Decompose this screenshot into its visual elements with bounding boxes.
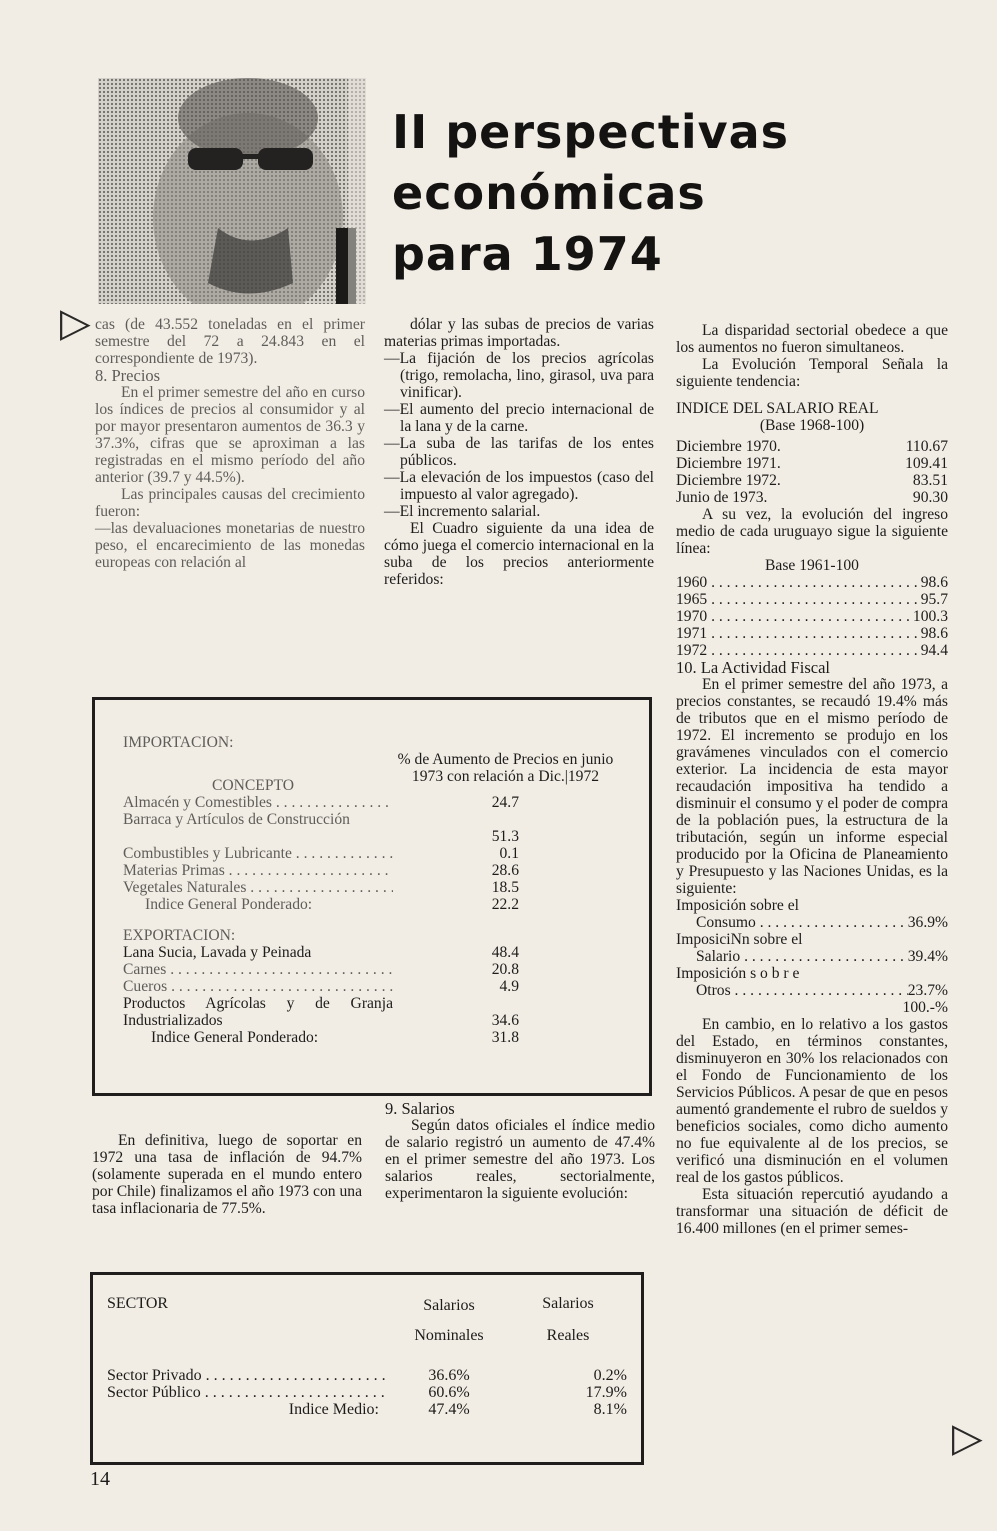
- table-total-row: Indice General Ponderado: 31.8: [151, 1029, 519, 1046]
- column-1-bottom: [92, 1132, 362, 1217]
- tax-row: Imposición sobre el Consumo . . . 36.9%: [676, 897, 948, 931]
- continuation-arrow-icon: ▷: [60, 300, 91, 346]
- col1-item-1: —las devaluaciones monetarias de nuestro peso, el encarecimiento de las monedas europeas con relación al: [95, 520, 365, 571]
- col2-paragraph: El Cuadro siguiente da una idea de cómo juega el comercio internacional en la suba de los precios anteriormente referidos:: [384, 520, 654, 588]
- title-line-1: II perspectivas: [392, 105, 789, 159]
- portrait-photo: [98, 78, 366, 304]
- table-row: Materias Primas . . . 28.6: [123, 862, 628, 879]
- col2-item: —La fijación de los precios agrícolas (trigo, remolacha, lino, girasol, uva para vinificar).: [384, 350, 654, 401]
- income-row: 1965 . . . 95.7: [676, 591, 948, 608]
- col3-p3: A su vez, la evolución del ingreso medio de cada uruguayo sigue la siguiente línea:: [676, 506, 948, 557]
- col3-p4: En el primer semestre del año 1973, a precios constantes, se recaudó 19.4% más de tributos que en el mismo período de 1972. El incremento se produjo en los gravámenes vinculados con el comercio exterior. La incidencia de esta mayor recaudación impositiva ha tendido a disminuir el consumo y el poder de compra de la población pues, la estructura de la tributación, según un informe especial producido por la Oficina de Planeamiento y Presupuesto y las Naciones Unidas, es la siguiente:: [676, 676, 948, 897]
- table-row: Sector Privado . . . 36.6% 0.2%: [107, 1367, 627, 1384]
- col2-item: —La suba de las tarifas de los entes públicos.: [384, 435, 654, 469]
- column-2: [384, 316, 654, 588]
- income-row: 1971 . . . 98.6: [676, 625, 948, 642]
- income-row: 1960 . . . 98.6: [676, 574, 948, 591]
- column-1: [95, 316, 365, 571]
- tax-structure: [676, 897, 948, 1016]
- column-2-bottom: [385, 1100, 655, 1202]
- real-header: Salarios Reales: [542, 1295, 594, 1344]
- table-row: Cueros . . . 4.9: [123, 978, 628, 995]
- export-rows: [123, 944, 628, 1046]
- col1-causes: Las principales causas del crecimiento fueron:: [95, 486, 365, 520]
- col2-item: —El incremento salarial.: [384, 503, 541, 520]
- base-1961: Base 1961-100: [765, 557, 859, 574]
- table-row: Barraca y Artículos de Construcción 51.3: [123, 811, 519, 845]
- table-row: Sector Público . . . 60.6% 17.9%: [107, 1384, 627, 1401]
- index-row: Junio de 1973. 90.30: [676, 489, 948, 506]
- title-line-2: económicas: [392, 166, 706, 220]
- index-row: Diciembre 1971. 109.41: [676, 455, 948, 472]
- page-number: 14: [90, 1468, 110, 1490]
- tax-total: 100.-%: [902, 999, 948, 1016]
- section-9-heading: 9. Salarios: [385, 1099, 455, 1118]
- table-row: Productos Agrícolas y de Granja Industrializados 34.6: [123, 995, 519, 1029]
- col1-paragraph: En el primer semestre del año en curso los índices de precios al consumidor y al por mayor presentaron aumentos de 36.3 y 37.3%, cifras que se aproximan a las registradas en el mismo período del año anterior (39.7 y 44.5%).: [95, 384, 365, 486]
- col2-item: —El aumento del precio internacional de la lana y de la carne.: [384, 401, 654, 435]
- col1b-paragraph: En definitiva, luego de soportar en 1972 una tasa de inflación de 94.7% (solamente superada en el mundo entero por Chile) finalizamos el año 1973 con una tasa inflacionaria de 77.5%.: [92, 1132, 362, 1217]
- title-line-3: para 1974: [392, 227, 663, 281]
- table-row: Carnes . . . 20.8: [123, 961, 628, 978]
- index-table: [676, 438, 948, 506]
- export-heading: EXPORTACION:: [123, 927, 236, 944]
- portrait-image: [98, 78, 366, 304]
- column-3: [676, 322, 948, 1237]
- article-title: [392, 102, 862, 285]
- percent-header: % de Aumento de Precios en junio 1973 con relación a Dic.|1972: [397, 751, 614, 785]
- sector-header: SECTOR: [107, 1295, 169, 1312]
- index-row: Diciembre 1972. 83.51: [676, 472, 948, 489]
- section-8-heading: 8. Precios: [95, 366, 161, 385]
- table-total-row: Indice Medio: 47.4% 8.1%: [288, 1401, 627, 1418]
- salary-table: [90, 1272, 644, 1465]
- import-rows: [123, 794, 628, 913]
- import-heading: IMPORTACION:: [123, 734, 234, 751]
- real-wage-index: [676, 400, 948, 434]
- index-base: (Base 1968-100): [759, 417, 865, 434]
- table-row: Almacén y Comestibles . . . 24.7: [123, 794, 628, 811]
- col1-intro: cas (de 43.552 toneladas en el primer semestre del 72 a 24.843 en el correspondiente de 1973).: [95, 316, 365, 367]
- col3-p6: Esta situación repercutió ayudando a transformar una situación de déficit de 16.400 millones (en el primer semes-: [676, 1186, 948, 1237]
- concept-header: CONCEPTO: [211, 777, 295, 794]
- index-title: INDICE DEL SALARIO REAL: [676, 400, 879, 417]
- income-row: 1972 . . . 94.4: [676, 642, 948, 659]
- section-10-heading: 10. La Actividad Fiscal: [676, 658, 830, 677]
- nominal-header: Salarios Nominales: [414, 1297, 484, 1344]
- tax-row: Imposición s o b r e Otros . . . 23.7%: [676, 965, 948, 999]
- col2-item: —La elevación de los impuestos (caso del impuesto al valor agregado).: [384, 469, 654, 503]
- income-row: 1970 . . . 100.3: [676, 608, 948, 625]
- col3-p1: La disparidad sectorial obedece a que los aumentos no fueron simultaneos.: [676, 322, 948, 356]
- index-row: Diciembre 1970. 110.67: [676, 438, 948, 455]
- col2b-paragraph: Según datos oficiales el índice medio de salario registró un aumento de 47.4% en el primer semestre del año 1973. Los salarios reales, sectorialmente, experimentaron la siguiente evolución:: [385, 1117, 655, 1202]
- price-increase-table: [92, 697, 652, 1096]
- table-row: Lana Sucia, Lavada y Peinada 48.4: [123, 944, 519, 961]
- table-row: Combustibles y Lubricante . . . 0.1: [123, 845, 628, 862]
- table-row: Vegetales Naturales . . . 18.5: [123, 879, 628, 896]
- col3-p5: En cambio, en lo relativo a los gastos del Estado, en términos constantes, disminuyeron en 30% los relacionados con el Fondo de Funcionamiento de los Servicios Públicos. A pesar de que en pesos aumentó grandemente el rubro de sueldos y beneficios sociales, como dicho aumento no fue equivalente al de los precios, se verificó una disminución en el volumen real de los gastos públicos.: [676, 1016, 948, 1186]
- table-total-row: Indice General Ponderado: 22.2: [145, 896, 519, 913]
- income-table: [676, 574, 948, 659]
- tax-row: ImposiciNn sobre el Salario . . . 39.4%: [676, 931, 948, 965]
- col2-continuation: dólar y las subas de precios de varias materias primas importadas.: [384, 316, 654, 350]
- col3-p2: La Evolución Temporal Señala la siguiente tendencia:: [676, 356, 948, 390]
- continue-arrow-icon: ▷: [952, 1415, 983, 1461]
